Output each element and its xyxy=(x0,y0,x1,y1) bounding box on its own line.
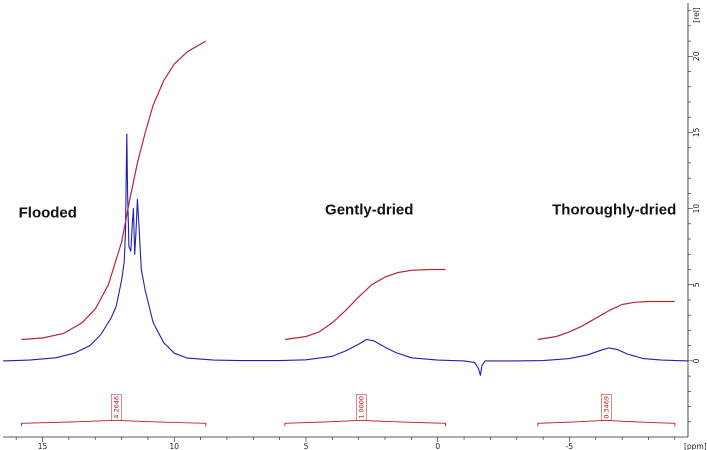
integral-bracket-3 xyxy=(538,420,675,426)
spectrum-line xyxy=(3,134,688,375)
y-tick-label: 15 xyxy=(692,127,701,138)
integral-curve-1 xyxy=(18,41,206,339)
y-axis-label: [rel] xyxy=(692,7,701,23)
integral-curve-2 xyxy=(285,270,446,340)
integral-bracket-1 xyxy=(21,420,205,426)
x-tick-label: -5 xyxy=(565,442,574,450)
annotation-label-2: Gently-dried xyxy=(325,201,414,219)
x-axis-label: [ppm] xyxy=(684,442,707,450)
integral-curve-3 xyxy=(538,302,675,340)
x-tick-label: 10 xyxy=(169,442,180,450)
x-tick-label: 0 xyxy=(435,442,441,450)
annotation-label-1: Flooded xyxy=(18,204,77,222)
annotations xyxy=(19,202,677,222)
y-tick-label: 0 xyxy=(692,358,701,364)
y-tick-label: 20 xyxy=(692,51,701,62)
x-tick-label: 5 xyxy=(303,442,309,450)
y-tick-label: 10 xyxy=(692,203,701,214)
integral-value-2: 1.0000 xyxy=(357,395,366,419)
y-tick-label: 5 xyxy=(692,282,701,288)
axes xyxy=(3,3,707,450)
integral-value-3: 0.3469 xyxy=(602,395,611,419)
x-tick-label: 15 xyxy=(37,442,48,450)
integral-value-1: 4.2646 xyxy=(112,395,121,419)
integral-bracket-2 xyxy=(285,420,446,426)
annotation-label-3: Thoroughly-dried xyxy=(552,201,677,219)
integral-brackets xyxy=(21,394,674,426)
